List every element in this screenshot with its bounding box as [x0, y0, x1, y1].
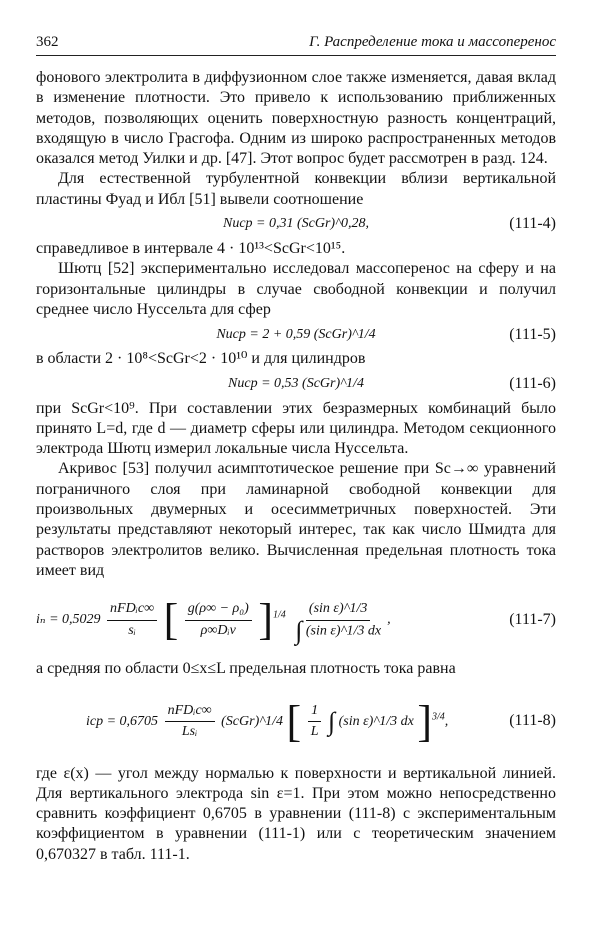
- left-bracket: [: [286, 696, 302, 746]
- eq-lhs: iср = 0,6705: [86, 713, 159, 729]
- right-bracket: ]: [258, 595, 273, 645]
- paragraph: Акривос [53] получил асимптотическое решение при Sc→∞ уравнений пограничного слоя при ламинарной свободной конвекции для произвольных двумерных и осесимметричных поверхностей. Эти результаты представляют некоторый интерес, так как число Шмидта для растворов электролитов велико. Вычисленная предельная плотность тока имеет вид: [36, 460, 556, 579]
- equation-111-6: [36, 370, 556, 399]
- paragraph: где ε(x) — угол между нормалью к поверхности и вертикальной линией. Для вертикального электрода sin ε=1. При этом можно непосредственно сравнить коэффициент 0,6705 в уравнении (111-8) с экспериментальным коэффициентом в уравнении (111-1) или с теоретическим значением 0,670327 в табл. 111-1.: [36, 764, 556, 863]
- equation-body: Nuср = 0,53 (ScGr)^1/4: [228, 375, 364, 391]
- integral-sign: ∫: [295, 615, 303, 645]
- page: [36, 34, 556, 865]
- equation-111-7: [36, 581, 556, 659]
- equation-body: Nuср = 2 + 0,59 (ScGr)^1/4: [216, 326, 376, 342]
- equation-number: (111-4): [509, 215, 556, 233]
- running-header: [36, 34, 556, 56]
- equation-body: Nuср = 0,31 (ScGr)^0,28,: [222, 216, 369, 232]
- paragraph: а средняя по области 0≤x≤L предельная плотность тока равна: [36, 660, 456, 678]
- fraction: $\frac{\text{(sin ε)\textasciicircum{}1/3}}{\text{∫ (sin ε)\textasciicircum{}1/3 dx}}$: [295, 601, 382, 645]
- fraction: $\frac{\text{nFDᵢc∞}}{\text{sᵢ}}$: [107, 599, 157, 641]
- equation-111-8: [36, 680, 556, 764]
- paragraph: справедливое в интервале 4 · 10¹³<ScGr<10¹⁵.: [36, 240, 346, 258]
- equation-111-5: [36, 320, 556, 349]
- running-title: Г. Распределение тока и массоперенос: [309, 34, 556, 50]
- equation-111-4: [36, 210, 556, 239]
- paragraph: Шютц [52] экспериментально исследовал массоперенос на сферу и на горизонтальные цилиндры в случае свободной конвекции и получил среднее число Нуссельта для сфер: [36, 260, 556, 318]
- equation-body: iср = 0,6705 $\frac{\text{nFDᵢc∞}}{\text{Lsᵢ}}$ (ScGr)^1/4 [ $\frac{1}{L}$ ∫ (sin ε)^1/3 dx ]$^{3/4}$,: [86, 696, 449, 746]
- fraction: $\frac{\text{g(ρ∞ − ρ₀)}}{\text{ρ∞Dᵢν}}$: [185, 599, 252, 641]
- paragraph: фонового электролита в диффузионном слое также изменяется, давая вклад в изменение плотности. Это привело к использованию приближенных методов, позволяющих оценить поверхностную разность концентраций, входящую в число Грасгофа. Одним из широко распространенных методов оказался метод Уилки и др. [47]. Этот вопрос будет рассмотрен в разд. 124.: [36, 69, 556, 168]
- equation-body: iₙ = 0,5029 $\frac{\text{nFDᵢc∞}}{\text{sᵢ}}$ [ $\frac{\text{g(ρ∞ − ρ₀)}}{\text{ρ∞Dᵢν}}$ ]$^{1/4}$ $\frac{\text{(sin ε)\textasciicircum{}1/3}}{\text{∫ (sin ε)\textasciicircum{}1/3 dx}}$ ,: [36, 595, 391, 645]
- left-bracket: [: [163, 595, 179, 645]
- eq-middle: (ScGr)^1/4: [221, 713, 284, 729]
- fraction: $\frac{\text{nFDᵢc∞}}{\text{Lsᵢ}}$: [165, 701, 215, 743]
- paragraph: Для естественной турбулентной конвекции вблизи вертикальной пластины Фуад и Ибл [51] вывели соотношение: [36, 170, 556, 208]
- equation-number: (111-7): [509, 611, 556, 629]
- paragraph: при ScGr<10⁹. При составлении этих безразмерных комбинаций было принято L=d, где d — диаметр сферы или цилиндра. Методом секционного электрода Шютц измерил локальные числа Нуссельта.: [36, 399, 556, 458]
- eq-integrand: (sin ε)^1/3 dx: [338, 713, 414, 729]
- paragraph: в области 2 · 10⁸<ScGr<2 · 10¹⁰ и для цилиндров: [36, 350, 366, 368]
- fraction: $\frac{1}{L}$: [308, 701, 322, 743]
- equation-number: (111-5): [509, 325, 556, 343]
- page-number: 362: [36, 34, 59, 50]
- text-body: [36, 68, 556, 865]
- equation-number: (111-6): [509, 374, 556, 392]
- right-bracket: ]: [417, 696, 432, 746]
- eq-lhs: iₙ = 0,5029: [36, 612, 101, 628]
- integral-sign: ∫: [328, 706, 336, 736]
- equation-number: (111-8): [509, 712, 556, 730]
